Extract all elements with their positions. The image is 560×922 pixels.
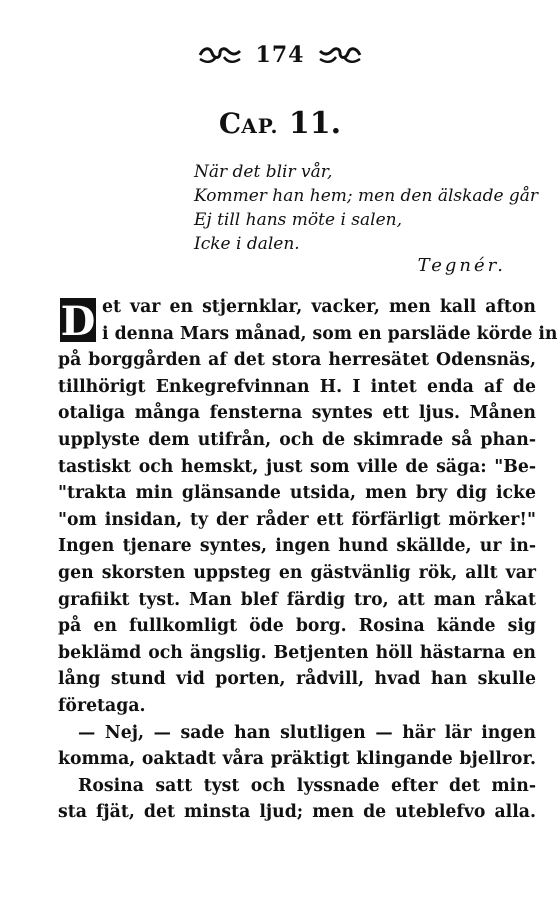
- text-line: i denna Mars månad, som en parsläde körde in: [102, 323, 558, 344]
- chapter-heading: [0, 106, 560, 141]
- text-line: företaga.: [58, 695, 146, 716]
- ornament-left-icon: [198, 45, 242, 65]
- page-header: [0, 42, 560, 68]
- epigraph: [194, 160, 544, 256]
- epigraph-line: När det blir vår,: [194, 162, 333, 182]
- body-text: [58, 294, 558, 826]
- epigraph-line: Icke i dalen.: [194, 234, 300, 254]
- text-line: tastiskt och hemskt, just som ville de säga: "Be-: [58, 456, 536, 477]
- epigraph-line: Kommer han hem; men den älskade går: [194, 186, 539, 206]
- text-line: upplyste dem utifrån, och de skimrade så phan-: [58, 429, 536, 450]
- page-number: 174: [255, 42, 305, 68]
- text-line: på en fullkomligt öde borg. Rosina kände sig: [58, 616, 536, 637]
- drop-cap: [58, 294, 98, 346]
- text-line: "om insidan, ty der råder ett förfärligt mörker!": [58, 509, 536, 530]
- paragraph: [58, 720, 536, 773]
- text-line: Rosina satt tyst och lyssnade efter det min-: [78, 775, 536, 796]
- text-line: på borggården af det stora herresätet Odensnäs,: [58, 350, 536, 371]
- text-line: "trakta min glänsande utsida, men bry dig icke: [58, 483, 536, 504]
- chapter-prefix-small: AP.: [241, 114, 279, 138]
- chapter-prefix: C: [218, 107, 242, 140]
- text-line: Ingen tjenare syntes, ingen hund skällde, ur in-: [58, 536, 536, 557]
- epigraph-attribution: Tegnér.: [417, 255, 506, 276]
- text-line: otaliga många fensterna syntes ett ljus. Månen: [58, 403, 536, 424]
- text-line: komma, oaktadt våra präktigt klingande bjellror.: [58, 749, 536, 770]
- svg-text:D: D: [60, 298, 96, 345]
- text-line: sta fjät, det minsta ljud; men de uteblefvo alla.: [58, 802, 536, 823]
- text-line: et var en stjernklar, vacker, men kall afton: [102, 297, 536, 317]
- paragraph: [58, 294, 558, 720]
- ornament-right-icon: [318, 45, 362, 65]
- text-line: beklämd och ängslig. Betjenten höll hästarna en: [58, 642, 536, 663]
- text-line: gen skorsten uppsteg en gästvänlig rök, allt var: [58, 562, 536, 583]
- epigraph-line: Ej till hans möte i salen,: [194, 210, 402, 230]
- text-line: tillhörigt Enkegrefvinnan H. I intet enda af de: [58, 376, 536, 397]
- text-line: lång stund vid porten, rådvill, hvad han skulle: [58, 669, 536, 690]
- text-line: grafiikt tyst. Man blef färdig tro, att man råkat: [58, 589, 536, 610]
- chapter-number: 11.: [288, 106, 342, 141]
- text-line: — Nej, — sade han slutligen — här lär ingen: [78, 722, 536, 743]
- paragraph: [58, 773, 536, 826]
